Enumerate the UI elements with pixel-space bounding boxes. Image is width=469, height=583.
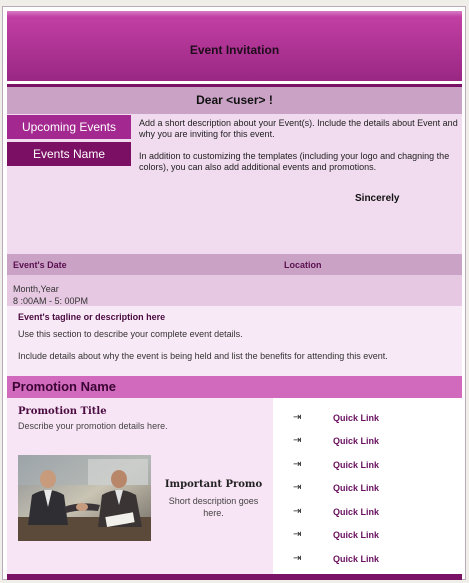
quick-link[interactable] [293, 435, 453, 449]
event-table-header [7, 254, 462, 275]
event-table-row [7, 275, 462, 306]
side-nav [7, 115, 131, 169]
event-date-header: Event's Date [13, 260, 67, 270]
location-header: Location [284, 260, 322, 270]
intro-paragraph: In addition to customizing the templates (including your logo and chagning the colors), you can also add additional events and promotions. [139, 151, 450, 172]
enter-arrow-icon: ⇥ [293, 412, 302, 423]
quick-link[interactable] [293, 412, 453, 426]
event-details [7, 306, 462, 376]
quick-link-label: Quick Link [333, 530, 380, 540]
greeting: Dear <user> ! [7, 87, 462, 114]
important-promo-description: Short description goes here. [168, 496, 259, 518]
enter-arrow-icon: ⇥ [293, 553, 302, 564]
event-date: Month,Year [13, 284, 59, 294]
important-promo-title: Important Promo [164, 479, 263, 490]
enter-arrow-icon: ⇥ [293, 482, 302, 493]
enter-arrow-icon: ⇥ [293, 506, 302, 517]
quick-link[interactable] [293, 482, 453, 496]
quick-link-label: Quick Link [333, 507, 380, 517]
quick-links [273, 398, 462, 578]
enter-arrow-icon: ⇥ [293, 459, 302, 470]
enter-arrow-icon: ⇥ [293, 435, 302, 446]
quick-link-label: Quick Link [333, 436, 380, 446]
details-paragraph: Include details about why the event is being held and list the benefits for attending this event. [18, 351, 388, 361]
page-title: Event Invitation [189, 43, 280, 57]
quick-link[interactable] [293, 529, 453, 543]
details-paragraph: Use this section to describe your complete event details. [18, 329, 243, 339]
business-handshake-photo [18, 455, 151, 541]
email-template [2, 6, 466, 580]
quick-link-label: Quick Link [333, 413, 380, 423]
promotion-title: Promotion Title [18, 406, 107, 417]
promotion-content [7, 398, 273, 578]
promotion-description: Describe your promotion details here. [18, 421, 168, 431]
intro-text [139, 118, 459, 184]
quick-link-label: Quick Link [333, 460, 380, 470]
event-tagline: Event's tagline or description here [18, 312, 166, 322]
quick-link[interactable] [293, 553, 453, 567]
quick-link-label: Quick Link [333, 483, 380, 493]
footer-bar [7, 574, 462, 580]
quick-link[interactable] [293, 506, 453, 520]
nav-upcoming-events[interactable]: Upcoming Events [7, 115, 131, 139]
quick-link[interactable] [293, 459, 453, 473]
template-body [7, 11, 462, 578]
promotion-name: Promotion Name [7, 376, 462, 398]
nav-events-name[interactable]: Events Name [7, 142, 131, 166]
event-time: 8 :00AM - 5: 00PM [13, 296, 89, 306]
intro-paragraph: Add a short description about your Event(s). Include the details about Event and why you are inviting for this event. [139, 118, 458, 139]
enter-arrow-icon: ⇥ [293, 529, 302, 540]
header-banner [7, 11, 462, 81]
sign-off: Sincerely [355, 193, 400, 204]
quick-link-label: Quick Link [333, 554, 380, 564]
intro-section [7, 114, 462, 254]
promotion-section [7, 398, 462, 578]
